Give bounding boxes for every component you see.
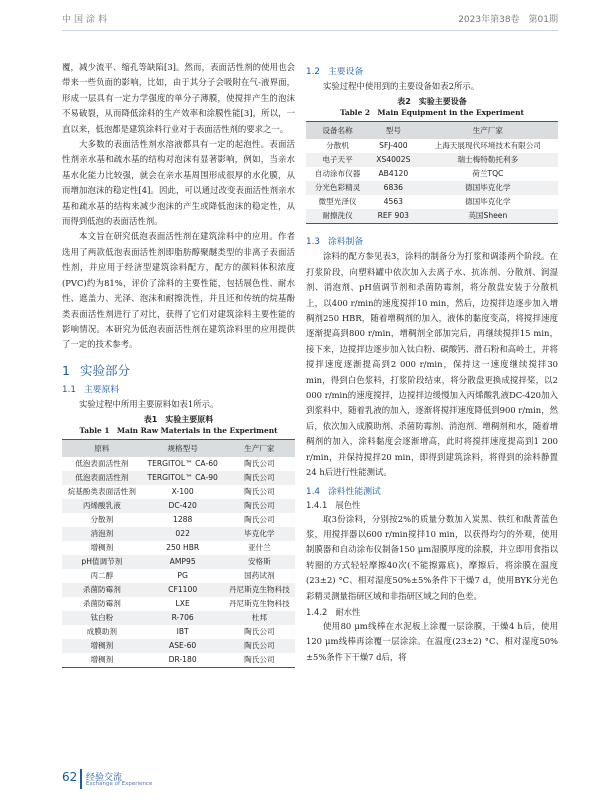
issue-info: 2023年第38卷 第01期 bbox=[458, 15, 558, 25]
table-caption: 表2 实验主要设备 bbox=[397, 97, 467, 107]
table-cell: R-706 bbox=[142, 611, 224, 625]
table-row bbox=[306, 153, 558, 167]
equipment-table bbox=[306, 121, 558, 224]
table-cell: 022 bbox=[142, 527, 224, 541]
table-cell: IBT bbox=[176, 627, 189, 637]
table-cell: 陶氏公司 bbox=[244, 627, 275, 637]
table-row bbox=[62, 555, 295, 569]
table-cell: 250 HBR bbox=[166, 543, 200, 553]
table-cell: LXE bbox=[175, 599, 190, 609]
table-row bbox=[62, 583, 295, 597]
page-header bbox=[0, 0, 600, 40]
section-number: 1 bbox=[62, 362, 70, 378]
table-row bbox=[306, 181, 558, 195]
subsection-title: 涂料制备 bbox=[328, 237, 364, 248]
table-cell: 陶氏公司 bbox=[224, 499, 295, 513]
table-cell: 陶氏公司 bbox=[224, 653, 295, 668]
table-cell: 杀菌防霉剂 bbox=[82, 599, 121, 609]
table-cell: 增稠剂 bbox=[62, 639, 142, 653]
table-row bbox=[62, 499, 295, 513]
table-header-cell: 生产厂家 bbox=[224, 440, 295, 458]
table-cell: 德国毕克化学 bbox=[418, 181, 558, 195]
table-header-cell: 生产厂家 bbox=[418, 122, 558, 140]
table-cell: 耐擦洗仪 bbox=[306, 209, 369, 224]
table-row bbox=[62, 513, 295, 527]
table-row bbox=[62, 471, 295, 485]
table-cell: AMP95 bbox=[142, 555, 224, 569]
table-cell: 杜邦 bbox=[224, 611, 295, 625]
table-cell: 分散剂 bbox=[90, 515, 114, 525]
table-row bbox=[62, 611, 295, 625]
table-caption: 表1 实验主要原料 bbox=[143, 415, 214, 425]
table-cell: 陶氏公司 bbox=[224, 639, 295, 653]
subsection-heading bbox=[62, 382, 295, 395]
table-header-cell: 原料 bbox=[62, 440, 142, 458]
paragraph: 涂料的配方参见表3，涂料的制备分为打浆和调漆两个阶段。在打浆阶段，向塑料罐中依次加入去离子水、抗冻剂、分散剂、润湿剂、消泡剂、pH值调节剂和杀菌防霉剂，将分散盘安装于分散机上，以400 r/min的速度搅拌10 min，然后，边搅拌边逐步加入增稠剂250 HBR，随着增稠剂的加入，液体的黏度变高，将搅拌速度逐渐提高到800 r/min，增稠剂全部加完后，再继续搅拌15 min，接下来，边搅拌边逐步加入钛白粉、碳酸钙、滑石粉和高岭土，并将搅拌速度逐渐提高到2 000 r/min，保持这一速度继续搅拌30 min，得到白色浆料，打浆阶段结束，将分散盘更换成搅拌桨，以2 000 r/min的速度搅拌，边搅拌边缓慢加入丙烯酸乳液DC-420加入到浆料中，随着乳液的加入，逐渐将搅拌速度降低到900 r/min，然后，依次加入成膜助剂、杀菌防霉剂、消泡剂、增稠剂和水，随着增稠剂的加入，涂料黏度会逐渐增高，此时将搅拌速度提高到1 200 r/min，并保持搅拌20 min，即得到建筑涂料，将得到的涂料静置24 h后进行性能测试。 bbox=[306, 251, 558, 478]
table-cell: 丙烯酸乳液 bbox=[62, 499, 142, 513]
table-cell: 瑞士梅特勒托利多 bbox=[418, 153, 558, 167]
table-cell: 安格斯 bbox=[224, 555, 295, 569]
table-caption-en: Table 1 Main Raw Materials in the Experiment bbox=[79, 426, 278, 436]
table-cell: 4563 bbox=[383, 197, 403, 207]
table-cell: 德国毕克化学 bbox=[465, 197, 511, 207]
table-cell: 低泡表面活性剂 bbox=[75, 459, 129, 469]
journal-name: 中国涂料 bbox=[62, 15, 111, 25]
section-heading bbox=[62, 361, 295, 379]
table-cell: 毕克化学 bbox=[224, 527, 295, 541]
subsection-heading bbox=[306, 234, 558, 247]
subsection-title: 主要原料 bbox=[84, 384, 120, 395]
table-cell: CF1100 bbox=[142, 583, 224, 597]
table-cell: ASE-60 bbox=[142, 639, 224, 653]
table-body bbox=[62, 457, 295, 668]
table-cell: 陶氏公司 bbox=[244, 515, 275, 525]
table-row bbox=[62, 527, 295, 541]
table-cell: 1288 bbox=[173, 515, 193, 525]
table-cell: DC-420 bbox=[142, 499, 224, 513]
header-rule bbox=[62, 30, 558, 31]
table-cell: DR-180 bbox=[142, 653, 224, 668]
table-cell: 上海天展现代环境技术有限公司 bbox=[434, 141, 541, 151]
right-column bbox=[306, 60, 558, 665]
paragraph: 使用80 μm线棒在水泥板上涂覆一层涂膜，干燥4 h后，使用120 μm线棒再涂覆一层涂涂。在温度(23±2) °C、相对湿度50%±5%条件下干燥7 d后，将 bbox=[306, 620, 558, 662]
table-body bbox=[306, 139, 558, 224]
table-row bbox=[62, 541, 295, 555]
subsubsection-heading bbox=[306, 606, 558, 618]
table-row bbox=[306, 209, 558, 224]
table-cell: 国药试剂 bbox=[244, 571, 275, 581]
table-cell: 成膜助剂 bbox=[86, 627, 118, 637]
table-row bbox=[62, 653, 295, 668]
table-row bbox=[62, 485, 295, 499]
table-cell: 陶氏公司 bbox=[224, 471, 295, 485]
table-cell: 烷基酚类表面活性剂 bbox=[67, 487, 136, 497]
paragraph: 实验过程中使用到的主要设备如表2所示。 bbox=[323, 81, 480, 91]
table-cell: 英国Sheen bbox=[418, 209, 558, 224]
table-header-cell: 型号 bbox=[369, 122, 418, 140]
table-cell: 陶氏公司 bbox=[244, 459, 275, 469]
table-header-cell: 设备名称 bbox=[306, 122, 369, 140]
subsection-title: 涂料性能测试 bbox=[328, 486, 381, 497]
table-cell: 丙二醇 bbox=[90, 571, 114, 581]
table-cell: pH值调节剂 bbox=[62, 555, 142, 569]
section-label: 经验交流 bbox=[86, 773, 123, 783]
subsubsection-title: 展色性 bbox=[335, 499, 361, 510]
table-header-row bbox=[62, 440, 295, 458]
table-cell: 分光色彩精灵 bbox=[306, 181, 369, 195]
table-cell: 6836 bbox=[369, 181, 418, 195]
table-cell: 荷兰TQC bbox=[472, 169, 504, 179]
table-cell: 杀菌防霉剂 bbox=[62, 583, 142, 597]
table-cell: 亚什兰 bbox=[247, 543, 271, 553]
subsection-number: 1.4 bbox=[306, 486, 320, 497]
paragraph: 实验过程中所用主要原料如表1所示。 bbox=[79, 398, 219, 409]
table-row bbox=[62, 457, 295, 471]
table-cell: 增稠剂 bbox=[62, 653, 142, 668]
section-title: 实验部分 bbox=[79, 362, 130, 378]
subsection-title: 主要设备 bbox=[328, 67, 364, 77]
table-cell: X-100 bbox=[171, 487, 194, 497]
table-cell: PG bbox=[177, 571, 188, 581]
table-row bbox=[62, 639, 295, 653]
table-cell: 钛白粉 bbox=[62, 611, 142, 625]
page-number: 62 bbox=[62, 770, 78, 784]
table-cell: 电子天平 bbox=[306, 153, 369, 167]
table-cell: 丹尼斯克生物科技 bbox=[228, 599, 290, 609]
subsection-heading bbox=[306, 64, 558, 77]
table-cell: 陶氏公司 bbox=[244, 487, 275, 497]
table-row bbox=[306, 139, 558, 153]
subsubsection-number: 1.4.2 bbox=[306, 606, 328, 617]
section-label-en: Exchange of Experience bbox=[86, 781, 153, 787]
table-cell: TERGITOL™ CA-90 bbox=[142, 471, 224, 485]
subsubsection-title: 耐水性 bbox=[335, 606, 361, 617]
table-row bbox=[62, 569, 295, 583]
table-cell: AB4120 bbox=[378, 169, 409, 179]
paragraph: 本文旨在研究低泡表面活性剂在建筑涂料中的应用。作者选用了两款低泡表面活性剂即脂肪醇聚醚类型的非离子表面活性剂，并应用于经济型建筑涂料配方，配方的颜料体积浓度(PVC)约为81%，评价了涂料的主要性能，包括展色性、耐水性、遮盖力、光泽、泡沫和耐擦洗性，并且还和传统的烷基酚类表面活性剂进行了对比，获得了它们对建筑涂料主要性能的影响情况。本研究为低泡表面活性剂在建筑涂料里的应用提供了一定的技术参考。 bbox=[62, 231, 295, 350]
footer-divider bbox=[80, 769, 82, 789]
table-cell: 微型光泽仪 bbox=[318, 197, 357, 207]
subsubsection-heading bbox=[306, 499, 558, 511]
table-cell: 丹尼斯克生物科技 bbox=[224, 583, 295, 597]
table-cell: SFJ-400 bbox=[379, 141, 408, 151]
paragraph: 覆，减少流平、缩孔等缺陷[3]。然而，表面活性剂的使用也会带来一些负面的影响，比如，由于其分子会吸附在气-液界面，形成一层具有一定力学强度的单分子薄膜，使搅拌产生的泡沫不易破裂，从而降低涂料的生产效率和涂膜性能[3]，所以，一直以来，低泡都是建筑涂料行业对于表面活性剂的要求之一。 bbox=[62, 62, 295, 134]
table-cell: 分散机 bbox=[326, 141, 349, 151]
table-cell: XS4002S bbox=[369, 153, 418, 167]
table-cell: 消泡剂 bbox=[62, 527, 142, 541]
left-column bbox=[62, 60, 295, 668]
subsubsection-number: 1.4.1 bbox=[306, 499, 328, 510]
subsection-number: 1.3 bbox=[306, 237, 320, 248]
table-cell: 增稠剂 bbox=[90, 543, 114, 553]
table-header-cell: 规格型号 bbox=[142, 440, 224, 458]
table-row bbox=[306, 195, 558, 209]
table-cell: 自动涂布仪器 bbox=[314, 169, 361, 179]
table-row bbox=[62, 597, 295, 611]
subsection-heading bbox=[306, 484, 558, 497]
table-caption-en: Table 2 Main Equipment in the Experiment bbox=[340, 108, 524, 118]
table-row bbox=[62, 625, 295, 639]
materials-table bbox=[62, 439, 295, 668]
subsection-number: 1.2 bbox=[306, 67, 320, 77]
table-cell: REF 903 bbox=[369, 209, 418, 224]
table-header-row bbox=[306, 122, 558, 140]
paragraph: 取3份涂料，分别按2%的质量分数加入炭黑、铁红和酞菁蓝色浆，用搅拌器以600 r/min搅拌10 min，以获得均匀的外观，使用制膜器和自动涂布仪制备150 μm湿膜厚度的涂膜，并立即用食指以转圈的方式轻轻摩擦40次(不能擦露底)，摩擦后，将涂膜在温度(23±2) °C、相对湿度50%±5%条件下干燥7 d，使用BYK分光色彩精灵测量指研区域和非指研区域之间的色差。 bbox=[306, 513, 558, 601]
table-row bbox=[306, 167, 558, 181]
paragraph: 大多数的表面活性剂水溶液都具有一定的起泡性。表面活性剂亲水基和疏水基的结构对泡沫有显著影响，例如，当亲水基水化能力比较强，就会在亲水基周围形成很厚的水化膜，从而增加泡沫的稳定性[4]。因此，可以通过改变表面活性剂亲水基和疏水基的结构来减少泡沫的产生或降低泡沫的稳定性，从而得到低泡的表面活性剂。 bbox=[62, 139, 295, 227]
table-cell: 低泡表面活性剂 bbox=[62, 471, 142, 485]
subsection-number: 1.1 bbox=[62, 384, 76, 395]
table-cell: TERGITOL™ CA-60 bbox=[147, 459, 218, 469]
